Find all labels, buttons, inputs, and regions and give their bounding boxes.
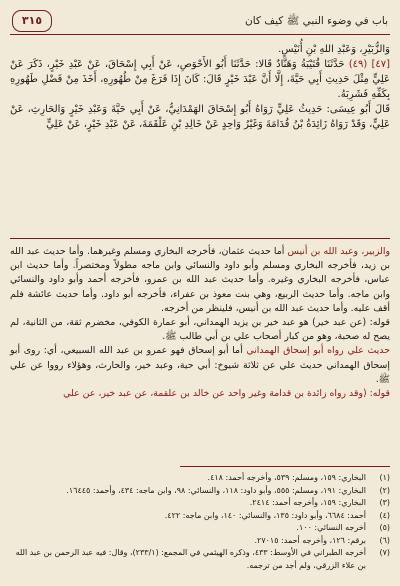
commentary-para-2: قوله: (عن عبد خير) هو عبد خير بن يزيد الهمداني، أبو عمارة الكوفي، مخضرم ثقة، من الثانية، لم يصح له صحبة، وهو من كبار أصحاب علي بن أبي طالب ﷺ. <box>10 317 390 343</box>
commentary <box>10 245 390 401</box>
footnote-text: البخاري: ١٥٩، ومسلم: ٥٣٩، وأخرجه أحمد: ٤١٨. <box>207 473 366 482</box>
commentary-para-1 <box>10 245 390 316</box>
commentary-para-4: قوله: (وقد رواه زائدة بن قدامة وغير واحد عن خالد بن علقمة، عن عبد خير، عن علي <box>63 388 390 400</box>
page-number: ٣١٥ <box>12 10 52 32</box>
hadith-intro: وَالزُّبَيْرِ، وَعَبْدِ اللهِ بْنِ أُنَيْسٍ. <box>278 44 390 55</box>
footnote-number: (١) <box>379 473 390 482</box>
footnote-number: (٦) <box>379 535 390 545</box>
chapter-title: باب في وضوء النبي ﷺ كيف كان <box>245 15 388 27</box>
hadith-line-2: ذَكَرَ عَنْ عَلِيٍّ مِثْلَ حَدِيثِ أَبِي حَيَّةَ، إِلَّا أَنَّ عَبْدَ خَيْرٍ قَالَ: كَانَ إِذَا فَرَغَ مِنْ طُهُورِهِ، أَخَذَ مِنْ <box>10 59 390 85</box>
footnote-text: البخاري: ١٩١، ومسلم: ٥٥٥، وأبو داود: ١١٨، والنسائي: ٩٨، وابن ماجه: ٤٣٤، وأحمد: ١٦٤٤٥. <box>66 485 366 495</box>
abu-isa-comment <box>10 102 390 132</box>
footnote-number: (٤) <box>379 510 390 520</box>
header-divider <box>10 34 390 35</box>
hadith-49 <box>10 57 390 102</box>
abu-isa-line-1: قَالَ أَبُو عِيسَى: حَدِيثُ عَلِيٍّ رَوَاهُ أَبُو إِسْحَاقَ الهَمْدَانِيُّ، عَنْ أَبِي حَيَّةَ وَعَبْدِ خَيْرٍ وَالحَارِثِ، <box>27 104 390 115</box>
page-header <box>10 8 390 36</box>
hadith-number: [٤٧] (٤٩) <box>348 59 391 70</box>
abu-isa-line-2: عَنْ عَلِيٍّ، وَقَدْ رَوَاهُ زَائِدَةُ بْنُ قُدَامَةَ وَغَيْرُ وَاحِدٍ عَنْ خَالِدِ بْنِ عَلْقَمَةَ، عَنْ عَبْدِ خَيْرٍ، عَنْ عَلِيٍّ <box>10 104 390 130</box>
commentary-lead-3: حديث علي رواه أبو إسحاق الهمداني <box>246 345 390 357</box>
footnote-text: بن علاء الزرقي، ولم أجد من ترجمه. <box>246 560 366 570</box>
footnote-text: أحمد: ٦٦٨٤، وأبو داود: ١٣٥، والنسائي: ١٤٠، وابن ماجه: ٤٢٢. <box>164 510 366 520</box>
footnote <box>10 472 390 485</box>
hadith-line-3: فَضْلِ طَهُورِهِ بِكَفِّهِ فَشَرِبَهُ. <box>10 74 390 100</box>
footnote <box>10 485 390 498</box>
footnote-number: (٢) <box>379 485 390 495</box>
hadith-text <box>10 42 390 132</box>
footnote-number: (٧) <box>379 548 390 557</box>
footnote-divider <box>180 466 390 467</box>
footnote <box>10 497 390 510</box>
footnote-text: برقم: ١٢٦، وأخرجه أحمد: ٢٧٠١٥. <box>254 535 366 545</box>
footnote <box>10 535 390 548</box>
commentary-para-3 <box>10 344 390 387</box>
footnote <box>10 522 390 535</box>
section-divider <box>10 238 390 239</box>
footnote-number: (٥) <box>379 523 390 532</box>
footnote <box>10 560 390 573</box>
footnotes <box>10 472 390 572</box>
footnote-number: (٣) <box>379 498 390 507</box>
footnote-text: أخرجه النسائي: ١٠٠. <box>296 523 366 532</box>
commentary-text-3: أما أبو إسحاق فهو عمرو بن عبد الله السبيعي، أي: روى أبو إسحاق الهمداني حديث علي عن ثلاثة شيوخ: أبي حية، وعبد خير، والحارث، وهؤلاء رووا عن علي ﷺ. <box>10 345 390 385</box>
footnote <box>10 547 390 560</box>
footnote <box>10 510 390 523</box>
footnote-text: البخاري: ١٥٩، وأخرجه أحمد: ٢٤١٤. <box>249 498 366 507</box>
commentary-text-1: أما حديث عثمان، فأخرجه البخاري ومسلم وغيرهما. وأما حديث عبد الله بن زيد، فأخرجه البخاري ومسلم وأبو داود والنسائي وابن ماجه مطولاً ومختصراً. وأما حديث ابن عباس، فأخرجه البخاري وغيره. وأما حديث عبد الله بن عمرو، فأخرجه أحمد وأبو داود والنسائي وابن ماجه. وأما حديث الربيع، وهي بنت معوذ بن عفراء، فأخرجه أبو داود. وأما حديث عائشة فلم أقف عليه. وأما حديث عبد الله بن أنيس، فلينظر من أخرجه. <box>10 246 390 314</box>
footnote-text: أخرجه الطبراني في الأوسط: ٤٣٣، وذكره الهيثمي في المجمع: (٢٣٣/١)، وقال: فيه عبد الرحمن بن عبد الله <box>15 548 366 557</box>
commentary-lead-1: والزبير، وعبد الله بن أنيس <box>287 246 390 257</box>
hadith-line-1: حَدَّثَنَا قُتَيْبَةُ وَهَنَّادٌ قَالا: حَدَّثَنَا أَبُو الأَحْوَصِ، عَنْ أَبِي إِسْحَاقَ، عَنْ عَبْدِ خَيْرٍ، <box>46 59 345 70</box>
